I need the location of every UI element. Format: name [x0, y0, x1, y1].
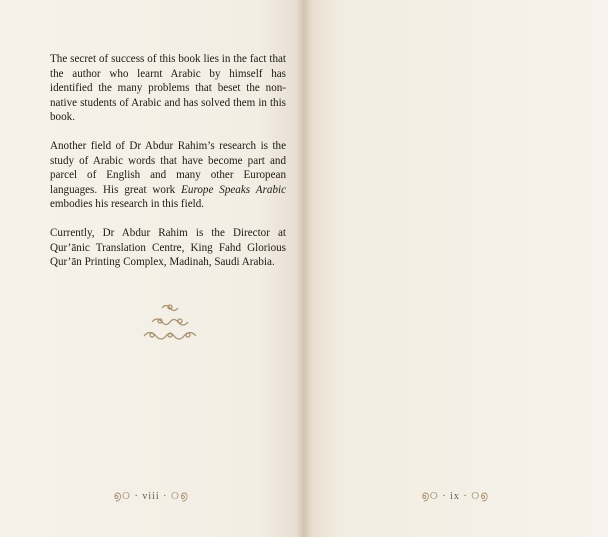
toc-entry	[602, 176, 608, 193]
toc-entry	[602, 450, 608, 467]
paragraph-2-tail: embodies his research in this field.	[50, 198, 205, 211]
left-body-text	[50, 52, 286, 284]
toc-number	[602, 206, 608, 223]
toc-entry	[602, 266, 608, 283]
paragraph-3: Currently, Dr Abdur Rahim is the Director at Qur’ānic Translation Centre, King Fahd Glorious Qur’ān Printing Complex, Madinah, Saudi Arabia.	[50, 226, 286, 269]
toc-list	[602, 176, 608, 510]
toc-entry	[602, 206, 608, 223]
toc-entry	[602, 373, 608, 390]
toc-number	[602, 403, 608, 437]
toc-number	[602, 236, 608, 253]
swirl-ornament-icon: ൭୦	[421, 490, 439, 502]
ornament-cluster-icon	[140, 300, 200, 346]
left-page	[0, 0, 302, 537]
toc-entry	[602, 236, 608, 253]
gutter-shadow	[296, 0, 312, 537]
toc-entry	[602, 403, 608, 437]
toc-entry	[602, 326, 608, 360]
left-folio	[0, 490, 302, 503]
right-folio	[302, 490, 608, 503]
left-page-number: · viii ·	[134, 491, 168, 502]
toc-number	[602, 326, 608, 360]
toc-number	[602, 373, 608, 390]
toc-entry	[602, 296, 608, 313]
book-title: Europe Speaks Arabic	[181, 183, 286, 196]
paragraph-1: The secret of success of this book lies in the fact that the author who learnt Arabic by himself has identified the many problems that beset the non-native students of Arabic and has solved them in this book.	[50, 53, 286, 124]
right-page-number: · ix ·	[442, 491, 468, 502]
toc-number	[602, 296, 608, 313]
right-page	[302, 0, 608, 537]
swirl-ornament-icon: ൭୦	[113, 490, 131, 502]
swirl-ornament-icon: ୦൭	[171, 490, 189, 502]
paragraph-2-lead: Another field of Dr Abdur Rahim’s research is the study of Arabic words that have become part and parcel of English and many other European languages. His great work	[50, 139, 286, 196]
swirl-ornament-icon: ୦൭	[471, 490, 489, 502]
toc-number	[602, 450, 608, 467]
paragraph-2	[50, 139, 286, 212]
toc-number	[602, 266, 608, 283]
toc-number	[602, 176, 608, 193]
